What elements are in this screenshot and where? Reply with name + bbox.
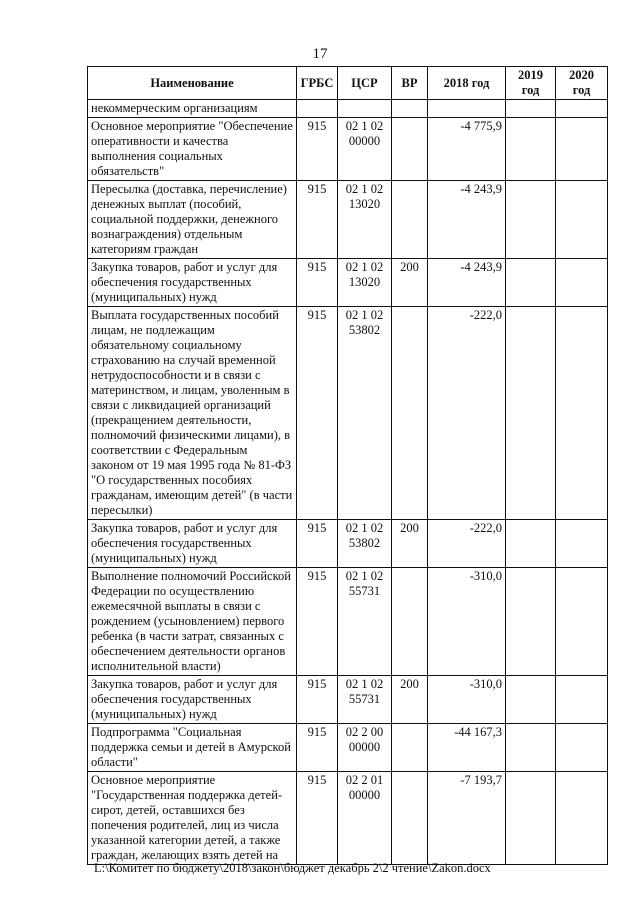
cell-csr: 02 1 02 53802 [338,520,392,568]
cell-2018: -4 775,9 [428,118,506,181]
cell-2019 [506,100,556,118]
cell-2019 [506,259,556,307]
cell-2018: -44 167,3 [428,724,506,772]
cell-2019 [506,118,556,181]
header-grbs: ГРБС [297,67,338,100]
cell-csr: 02 1 02 55731 [338,568,392,676]
cell-2020 [556,520,608,568]
cell-2020 [556,772,608,865]
cell-csr: 02 1 02 55731 [338,676,392,724]
table-row [88,676,608,724]
cell-vr [392,568,428,676]
table-header-row [88,67,608,100]
budget-table [87,66,608,865]
cell-2020 [556,307,608,520]
cell-2020 [556,259,608,307]
cell-vr [392,118,428,181]
cell-2018 [428,100,506,118]
header-2018: 2018 год [428,67,506,100]
table-row [88,772,608,865]
cell-csr: 02 1 02 00000 [338,118,392,181]
cell-2018: -310,0 [428,568,506,676]
table-row [88,100,608,118]
table-row [88,118,608,181]
cell-vr: 200 [392,259,428,307]
cell-grbs: 915 [297,118,338,181]
cell-2019 [506,724,556,772]
cell-grbs: 915 [297,181,338,259]
table-row [88,307,608,520]
cell-2018: -4 243,9 [428,181,506,259]
cell-grbs: 915 [297,676,338,724]
cell-2018: -7 193,7 [428,772,506,865]
table-row [88,568,608,676]
cell-csr: 02 1 02 13020 [338,181,392,259]
header-csr: ЦСР [338,67,392,100]
cell-2019 [506,568,556,676]
file-path-footer: L:\Комитет по бюджету\2018\закон\бюджет декабрь 2\2 чтение\Zakon.docx [94,861,491,875]
cell-name: Закупка товаров, работ и услуг для обеспечения государственных (муниципальных) нужд [88,676,297,724]
cell-2019 [506,676,556,724]
cell-grbs [297,100,338,118]
cell-name: некоммерческим организациям [88,100,297,118]
header-vr: ВР [392,67,428,100]
cell-grbs: 915 [297,520,338,568]
cell-csr: 02 1 02 53802 [338,307,392,520]
table-body [88,100,608,865]
cell-name: Подпрограмма "Социальная поддержка семьи и детей в Амурской области" [88,724,297,772]
cell-2019 [506,181,556,259]
table-row [88,259,608,307]
cell-vr [392,181,428,259]
cell-name: Закупка товаров, работ и услуг для обеспечения государственных (муниципальных) нужд [88,520,297,568]
cell-grbs: 915 [297,259,338,307]
cell-2020 [556,568,608,676]
cell-grbs: 915 [297,307,338,520]
cell-vr [392,307,428,520]
cell-name: Основное мероприятие "Государственная поддержка детей-сирот, детей, оставшихся без попечения родителей, лиц из числа указанной категории детей, а также граждан, желающих взять детей на [88,772,297,865]
cell-2020 [556,181,608,259]
cell-name: Основное мероприятие "Обеспечение оперативности и качества выполнения социальных обязательств" [88,118,297,181]
cell-2020 [556,676,608,724]
cell-2019 [506,772,556,865]
header-2020: 2020 год [556,67,608,100]
cell-grbs: 915 [297,772,338,865]
cell-2018: -4 243,9 [428,259,506,307]
cell-grbs: 915 [297,568,338,676]
table-row [88,181,608,259]
page-number: 17 [312,46,328,62]
header-2019: 2019 год [506,67,556,100]
cell-2020 [556,118,608,181]
table-row [88,724,608,772]
cell-vr: 200 [392,520,428,568]
cell-vr [392,100,428,118]
cell-2020 [556,724,608,772]
cell-vr [392,724,428,772]
cell-csr: 02 1 02 13020 [338,259,392,307]
cell-2019 [506,307,556,520]
table-row [88,520,608,568]
cell-2020 [556,100,608,118]
cell-2018: -222,0 [428,520,506,568]
cell-vr [392,772,428,865]
cell-name: Выполнение полномочий Российской Федерации по осуществлению ежемесячной выплаты в связи с рождением (усыновлением) первого ребенка (в части затрат, связанных с обеспечением деятельности органов исполнительной власти) [88,568,297,676]
cell-2019 [506,520,556,568]
cell-2018: -310,0 [428,676,506,724]
cell-csr: 02 2 01 00000 [338,772,392,865]
cell-vr: 200 [392,676,428,724]
cell-name: Выплата государственных пособий лицам, не подлежащим обязательному социальному страхованию на случай временной нетрудоспособности и в связи с материнством, и лицам, уволенным в связи с ликвидацией организаций (прекращением деятельности, полномочий физическими лицами), в соответствии с Федеральным законом от 19 мая 1995 года № 81-ФЗ "О государственных пособиях гражданам, имеющим детей" (в части пересылки) [88,307,297,520]
cell-csr [338,100,392,118]
cell-name: Пересылка (доставка, перечисление) денежных выплат (пособий, социальной поддержки, денежного вознаграждения) отдельным категориям граждан [88,181,297,259]
header-name: Наименование [88,67,297,100]
cell-name: Закупка товаров, работ и услуг для обеспечения государственных (муниципальных) нужд [88,259,297,307]
cell-csr: 02 2 00 00000 [338,724,392,772]
cell-grbs: 915 [297,724,338,772]
cell-2018: -222,0 [428,307,506,520]
